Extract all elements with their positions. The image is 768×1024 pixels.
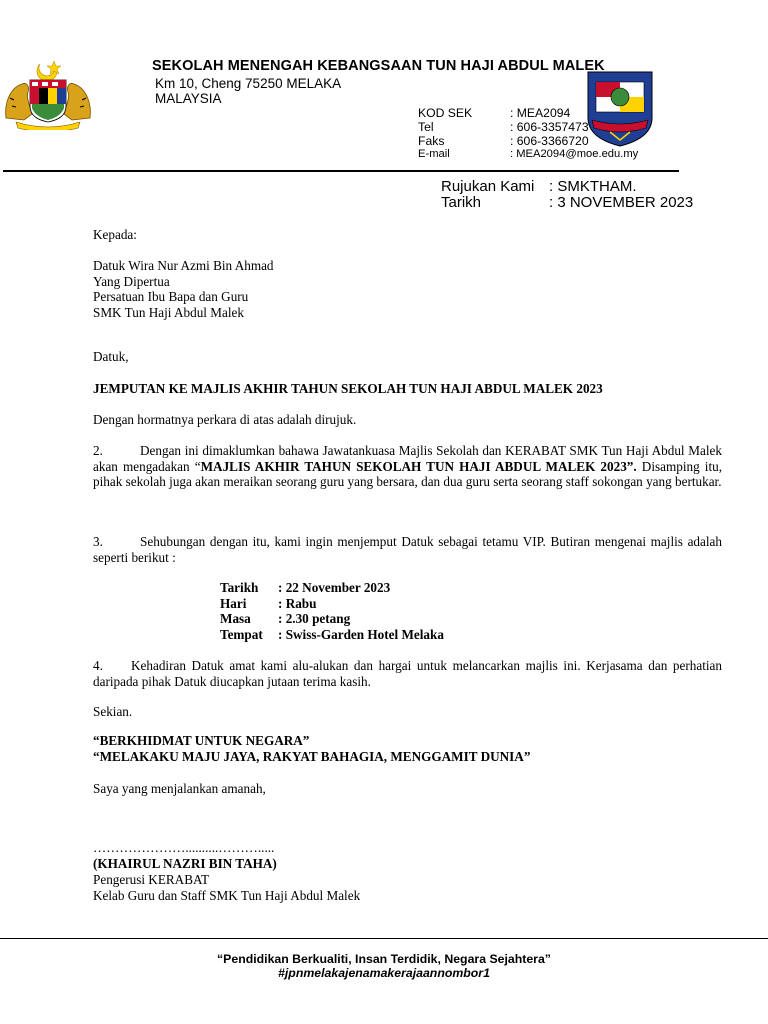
- reference-number: [441, 178, 637, 195]
- kepada-label: Kepada:: [93, 227, 137, 242]
- contact-school-code: [418, 106, 570, 120]
- contact-email: [418, 148, 638, 160]
- detail-value: : 22 November 2023: [278, 580, 391, 595]
- recipient-line: Persatuan Ibu Bapa dan Guru: [93, 289, 249, 304]
- detail-row-venue: [220, 627, 444, 643]
- detail-row-day: [220, 596, 444, 612]
- letter-date: [441, 194, 693, 211]
- date-label: Tarikh: [441, 194, 482, 211]
- detail-value: : Swiss-Garden Hotel Melaka: [278, 626, 444, 642]
- recipient-line: SMK Tun Haji Abdul Malek: [93, 304, 244, 320]
- date-value: : 3 NOVEMBER 2023: [549, 194, 694, 211]
- paragraph-4: [93, 658, 722, 689]
- detail-value: : Rabu: [278, 595, 317, 611]
- motto-1: “BERKHIDMAT UNTUK NEGARA”: [93, 733, 310, 748]
- signatory-organisation: Kelab Guru dan Staff SMK Tun Haji Abdul Malek: [93, 888, 361, 903]
- contact-label: E-mail: [418, 148, 450, 160]
- contact-value: : MEA2094@moe.edu.my: [510, 148, 639, 160]
- paragraph-number: 3.: [93, 534, 103, 549]
- signature-line: …………………..........……….....: [93, 840, 275, 855]
- detail-row-time: [220, 611, 444, 627]
- motto-2: “MELAKAKU MAJU JAYA, RAKYAT BAHAGIA, MENGGAMIT DUNIA”: [93, 749, 531, 764]
- amanah-line: Saya yang menjalankan amanah,: [93, 781, 266, 796]
- paragraph-text: Disamping itu, pihak sekolah juga akan meraikan seorang guru yang bersara, dan dua guru serta seorang staff sokongan yang bertukar.: [93, 458, 722, 489]
- school-crest-icon: [584, 70, 656, 148]
- salutation: Datuk,: [93, 349, 129, 364]
- paragraph-number: 4.: [93, 658, 103, 673]
- footer-hashtag: #jpnmelakajenamakerajaannombor1: [278, 966, 490, 980]
- contact-label: KOD SEK: [418, 106, 473, 120]
- recipient-block: [93, 258, 722, 320]
- signatory-name: (KHAIRUL NAZRI BIN TAHA): [93, 856, 277, 871]
- contact-value: : MEA2094: [510, 106, 571, 120]
- paragraph-number: 2.: [93, 443, 103, 458]
- contact-value: : 606-3366720: [510, 134, 589, 148]
- detail-label: Tempat: [220, 626, 263, 642]
- recipient-line: Yang Dipertua: [93, 273, 170, 289]
- recipient-line: Datuk Wira Nur Azmi Bin Ahmad: [93, 258, 274, 273]
- contact-fax: [418, 134, 589, 148]
- detail-label: Hari: [220, 595, 247, 611]
- contact-label: Tel: [418, 120, 434, 134]
- event-name: MAJLIS AKHIR TAHUN SEKOLAH TUN HAJI ABDUL MALEK 2023”.: [200, 458, 637, 474]
- paragraph-text: Sehubungan dengan itu, kami ingin menjemput Datuk sebagai tetamu VIP. Butiran mengenai majlis adalah seperti berikut :: [93, 534, 722, 565]
- contact-telephone: [418, 120, 589, 134]
- contact-label: Faks: [418, 134, 445, 148]
- header-divider: [3, 170, 679, 172]
- paragraph-1: Dengan hormatnya perkara di atas adalah dirujuk.: [93, 412, 357, 427]
- detail-label: Tarikh: [220, 580, 259, 595]
- school-name: SEKOLAH MENENGAH KEBANGSAAN TUN HAJI ABDUL MALEK: [152, 58, 605, 74]
- paragraph-text: Dengan ini dimaklumkan bahawa Jawatankuasa Majlis Sekolah dan KERABAT SMK Tun Haji Abdul Malek akan mengadakan “: [93, 443, 722, 474]
- paragraph-3: [93, 534, 722, 565]
- reference-label: Rujukan Kami: [441, 178, 535, 195]
- malaysia-coat-of-arms-icon: [2, 58, 94, 130]
- signatory-title: Pengerusi KERABAT: [93, 872, 210, 887]
- subject-line: JEMPUTAN KE MAJLIS AKHIR TAHUN SEKOLAH TUN HAJI ABDUL MALEK 2023: [93, 381, 603, 396]
- footer-divider: [0, 938, 768, 939]
- detail-row-date: [220, 580, 444, 596]
- address-line-1: Km 10, Cheng 75250 MELAKA: [155, 76, 342, 91]
- detail-value: : 2.30 petang: [278, 611, 351, 626]
- closing: Sekian.: [93, 704, 133, 719]
- reference-value: : SMKTHAM.: [549, 178, 637, 195]
- footer-slogan: “Pendidikan Berkualiti, Insan Terdidik, Negara Sejahtera”: [217, 952, 551, 966]
- address-line-2: MALAYSIA: [155, 91, 222, 106]
- contact-value: : 606-3357473: [510, 120, 589, 134]
- paragraph-2: [93, 443, 722, 490]
- detail-label: Masa: [220, 611, 251, 626]
- paragraph-text: Kehadiran Datuk amat kami alu-alukan dan hargai untuk melancarkan majlis ini. Kerjasama dan perhatian daripada pihak Datuk diucapkan jutaan terima kasih.: [93, 658, 722, 689]
- event-details: [220, 580, 444, 642]
